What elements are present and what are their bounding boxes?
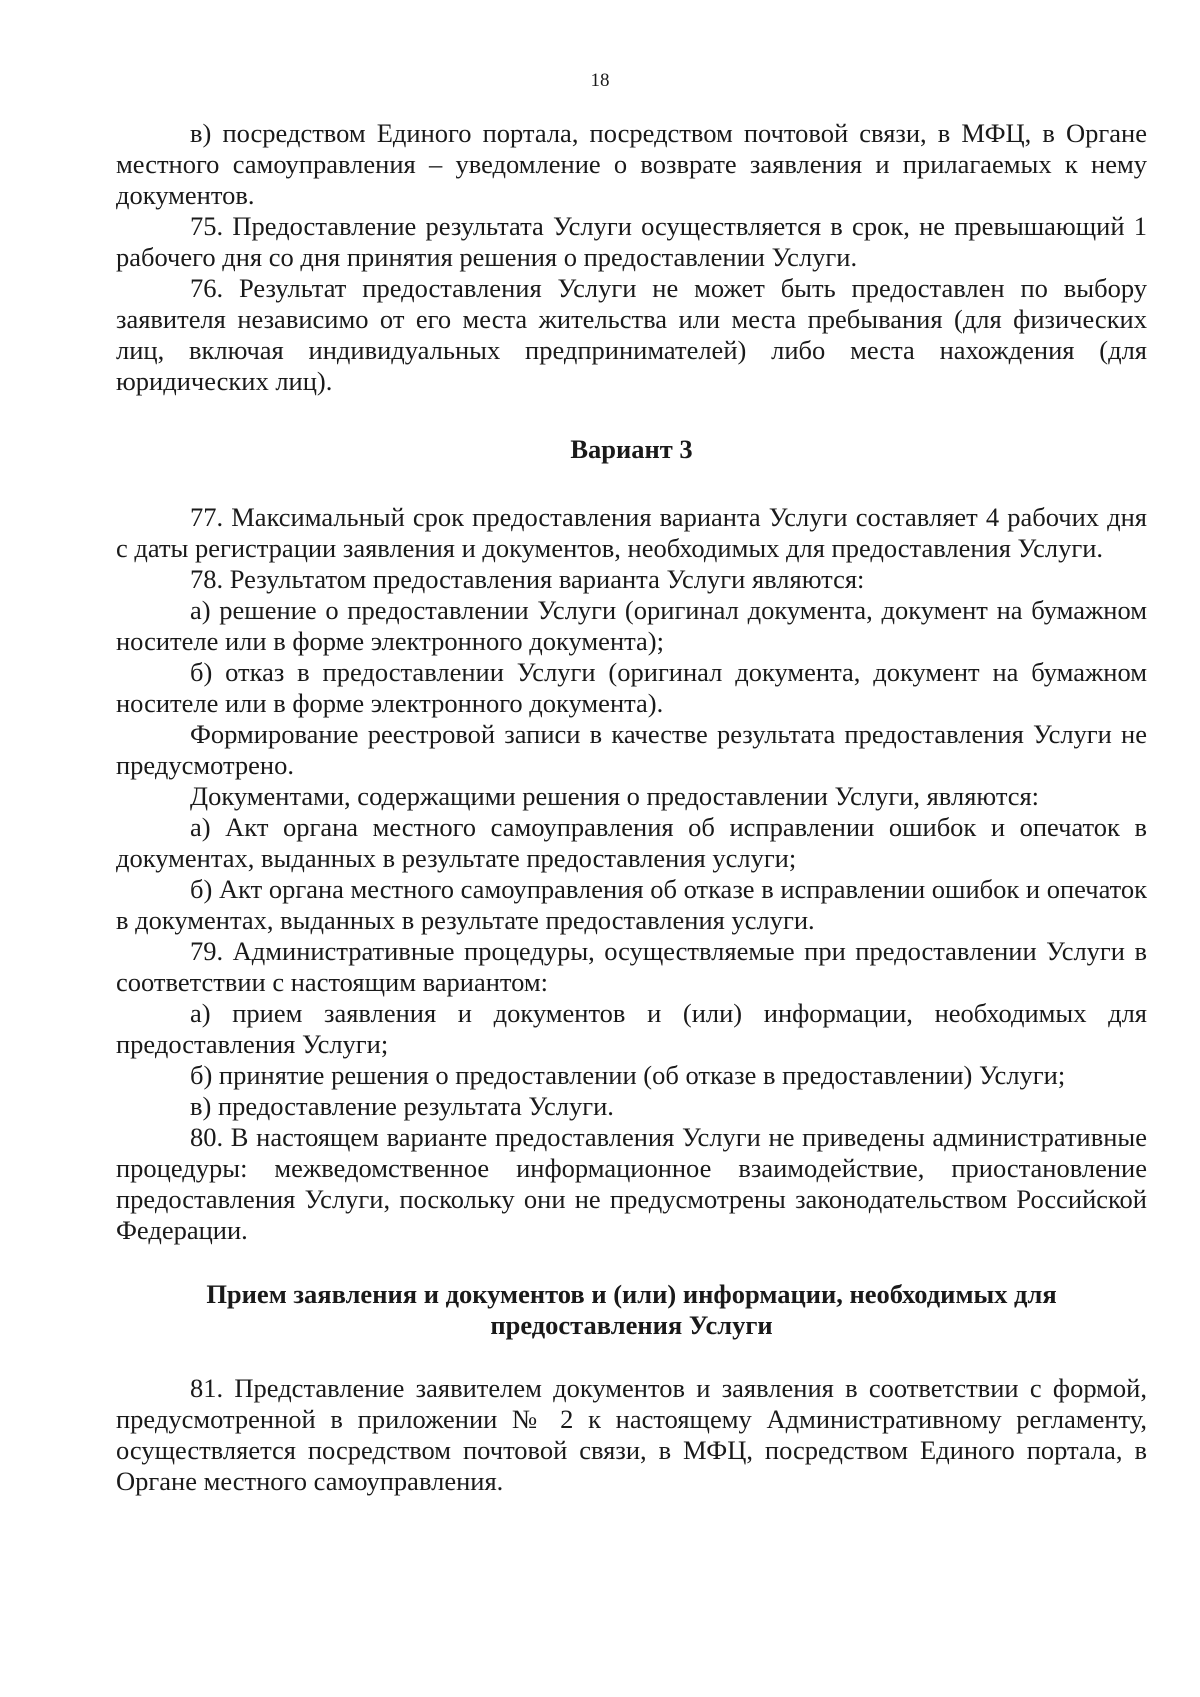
page-number: 18 [590,70,610,91]
heading-application-intake: Прием заявления и документов и (или) информации, необходимых для предоставления Услуги [206,1279,1057,1340]
paragraph-79-v: в) предоставление результата Услуги. [190,1091,614,1121]
paragraph-decision-documents: Документами, содержащими решения о предоставлении Услуги, являются: [190,781,1040,811]
paragraph-decision-a: а) Акт органа местного самоуправления об исправлении ошибок и опечаток в документах, выданных в результате предоставления услуги; [116,812,1147,873]
paragraph-76: 76. Результат предоставления Услуги не может быть предоставлен по выбору заявителя независимо от его места жительства или места пребывания (для физических лиц, включая индивидуальных предпринимателей) либо места нахождения (для юридических лиц). [116,273,1147,396]
paragraph-decision-b: б) Акт органа местного самоуправления об отказе в исправлении ошибок и опечаток в документах, выданных в результате предоставления услуги. [116,874,1147,935]
paragraph-79: 79. Административные процедуры, осуществляемые при предоставлении Услуги в соответствии с настоящим вариантом: [116,936,1147,997]
paragraph-78-b: б) отказ в предоставлении Услуги (оригинал документа, документ на бумажном носителе или в форме электронного документа). [116,657,1147,718]
paragraph-81: 81. Представление заявителем документов и заявления в соответствии с формой, предусмотренной в приложении № 2 к настоящему Административному регламенту, осуществляется посредством почтовой связи, в МФЦ, посредством Единого портала, в Органе местного самоуправления. [116,1373,1147,1496]
heading-variant-3: Вариант 3 [570,434,693,464]
document-body [116,118,1147,1497]
paragraph-78-a: а) решение о предоставлении Услуги (оригинал документа, документ на бумажном носителе или в форме электронного документа); [116,595,1147,656]
paragraph-79-b: б) принятие решения о предоставлении (об отказе в предоставлении) Услуги; [190,1060,1066,1090]
paragraph-77: 77. Максимальный срок предоставления варианта Услуги составляет 4 рабочих дня с даты регистрации заявления и документов, необходимых для предоставления Услуги. [116,502,1147,563]
paragraph-75: 75. Предоставление результата Услуги осуществляется в срок, не превышающий 1 рабочего дня со дня принятия решения о предоставлении Услуги. [116,211,1147,272]
paragraph-80: 80. В настоящем варианте предоставления Услуги не приведены административные процедуры: межведомственное информационное взаимодействие, приостановление предоставления Услуги, поскольку они не предусмотрены законодательством Российской Федерации. [116,1122,1147,1245]
paragraph-79-a: а) прием заявления и документов и (или) информации, необходимых для предоставления Услуги; [116,998,1147,1059]
paragraph-78: 78. Результатом предоставления варианта Услуги являются: [190,564,865,594]
paragraph-v-notification: в) посредством Единого портала, посредством почтовой связи, в МФЦ, в Органе местного самоуправления – уведомление о возврате заявления и прилагаемых к нему документов. [116,118,1147,210]
paragraph-registry-record: Формирование реестровой записи в качестве результата предоставления Услуги не предусмотрено. [116,719,1147,780]
